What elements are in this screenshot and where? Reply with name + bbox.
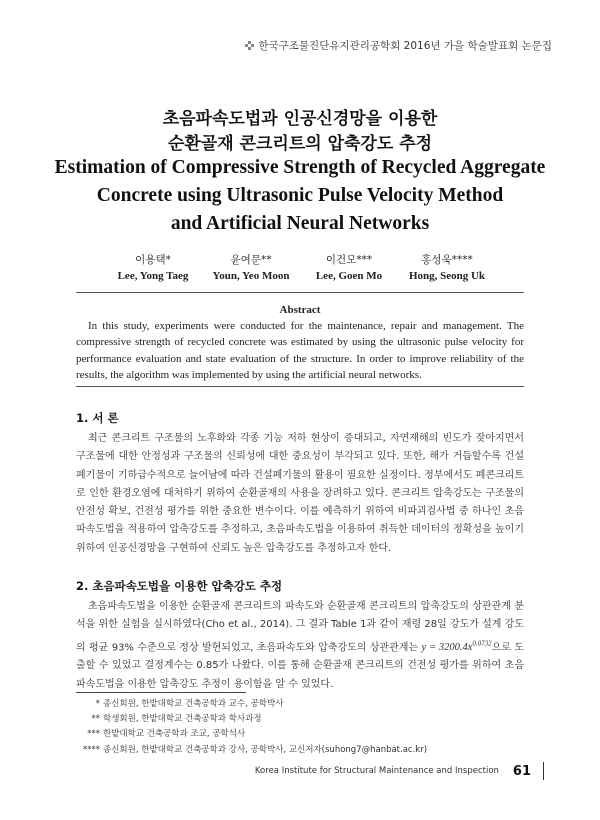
author-name-korean: 이용택*	[135, 254, 171, 266]
method-text-part-2: 으로 도출할 수 있었고 결정계수는 0.85가 나왔다. 이를 통해 순환골재 콘크리트의 건전성 평가를 위하여 초음파속도법을 이용한 압축강도 추정이 용이함을 알 수 있었다.	[76, 642, 524, 690]
regression-equation	[421, 639, 492, 654]
page-footer	[255, 762, 544, 780]
footnote-list	[76, 697, 427, 758]
footnote-mark: ***	[87, 729, 100, 740]
title-english-line-2: Concrete using Ultrasonic Pulse Velocity Method	[96, 185, 504, 206]
author-name-english: Youn, Yeo Moon	[212, 270, 290, 282]
journal-header-text: 한국구조물진단유지관리공학회 2016년 가을 학술발표회 논문집	[258, 40, 552, 52]
introduction-paragraph: 최근 콘크리트 구조물의 노후화와 각종 기능 저하 현상이 증대되고, 자연재해의 빈도가 잦아지면서 구조물에 대한 안정성과 구조물의 신뢰성에 대한 중요성이 부각되고 있다. 또한, 해가 거듭할수록 건설 폐기물이 기하급수적으로 늘어남에 따라 건설폐기물의 활용이 필요한 실정이다. 정부에서도 폐콘크리트로 인한 환경오염에 대처하기 위하여 순환골재의 사용을 장려하고 있다. 콘크리트 압축강도는 구조물의 안전성 확보, 건전성 평가를 위한 중요한 변수이다. 이를 예측하기 위하여 비파괴검사법 중 하나인 초음파속도법을 적용하여 압축강도를 추정하고, 초음파속도법을 이용하여 취득한 데이터의 정확성을 높이기 위하여 인공신경망을 구현하여 신뢰도 높은 압축강도를 추정하고자 한다.	[76, 433, 524, 554]
footnote-mark: ****	[83, 744, 100, 755]
journal-logo-icon	[245, 41, 254, 50]
footnote	[76, 743, 427, 758]
footer-divider	[543, 762, 544, 780]
section-heading-introduction: 1. 서 론	[76, 411, 119, 425]
author-name-korean: 홍성욱****	[421, 254, 473, 266]
section-heading-method: 2. 초음파속도법을 이용한 압축강도 추정	[76, 579, 283, 593]
author-name-english: Lee, Goen Mo	[315, 270, 383, 282]
footnote-text: 한밭대학교 건축공학과 조교, 공학석사	[103, 729, 246, 740]
title-english-line-1: Estimation of Compressive Strength of Recycled Aggregate	[54, 157, 546, 178]
title-korean-line-1: 초음파속도법과 인공신경망을 이용한	[162, 109, 438, 129]
abstract-top-rule	[76, 292, 524, 293]
author-name-korean: 윤여문**	[230, 254, 272, 266]
author-name-english: Hong, Seong Uk	[408, 270, 486, 282]
equation-exponent: 0.0732	[472, 639, 492, 648]
author-name-korean: 이건모***	[325, 254, 373, 266]
footnote-text: 종신회원, 한밭대학교 건축공학과 강사, 공학박사, 교신저자(suhong7@hanbat.ac.kr)	[103, 744, 428, 755]
author	[202, 252, 300, 282]
abstract-heading: Abstract	[279, 304, 321, 316]
abstract-bottom-rule	[76, 386, 524, 387]
footnote-rule	[76, 692, 246, 693]
equation-base: y = 3200.4x	[421, 642, 473, 654]
author	[104, 252, 202, 282]
author	[398, 252, 496, 282]
title-english-line-3: and Artificial Neural Networks	[170, 213, 430, 234]
footnote-mark: *	[95, 699, 100, 709]
footer-institution: Korea Institute for Structural Maintenance and Inspection	[254, 766, 499, 776]
method-text-part-1: 초음파속도법을 이용한 순환골재 콘크리트의 파속도와 순환골재 콘크리트의 압축강도의 상관관계 분석을 위한 실험을 실시하였다(Cho et al., 2014). 그 결과 Table 1과 같이 재령 28일 강도가 설계 강도의 평균 93% 수준으로 정상 발현되었고, 초음파속도와 압축강도의 상관관계는	[76, 601, 524, 654]
footnote	[76, 697, 427, 712]
author-name-english: Lee, Yong Taeg	[117, 270, 189, 282]
journal-header	[245, 38, 552, 53]
footnote-text: 종신회원, 한밭대학교 건축공학과 교수, 공학박사	[103, 699, 284, 709]
footnote	[76, 727, 427, 742]
title-korean-line-2: 순환골재 콘크리트의 압축강도 추정	[167, 134, 433, 154]
footnote	[76, 712, 427, 727]
author	[300, 252, 398, 282]
author-list	[0, 252, 600, 282]
footnote-mark: **	[91, 714, 100, 725]
abstract-text: In this study, experiments were conducted for the maintenance, repair and management. The compressive strength of recycled concrete was estimated by using the ultrasonic pulse velocity for performance evaluation and state evaluation of the structure. In order to improve reliability of the results, the algorithm was implemented by using the artificial neural networks.	[76, 320, 524, 381]
method-paragraph	[76, 598, 524, 694]
page-number: 61	[512, 763, 531, 779]
footnote-text: 학생회원, 한밭대학교 건축공학과 학사과정	[103, 714, 262, 725]
